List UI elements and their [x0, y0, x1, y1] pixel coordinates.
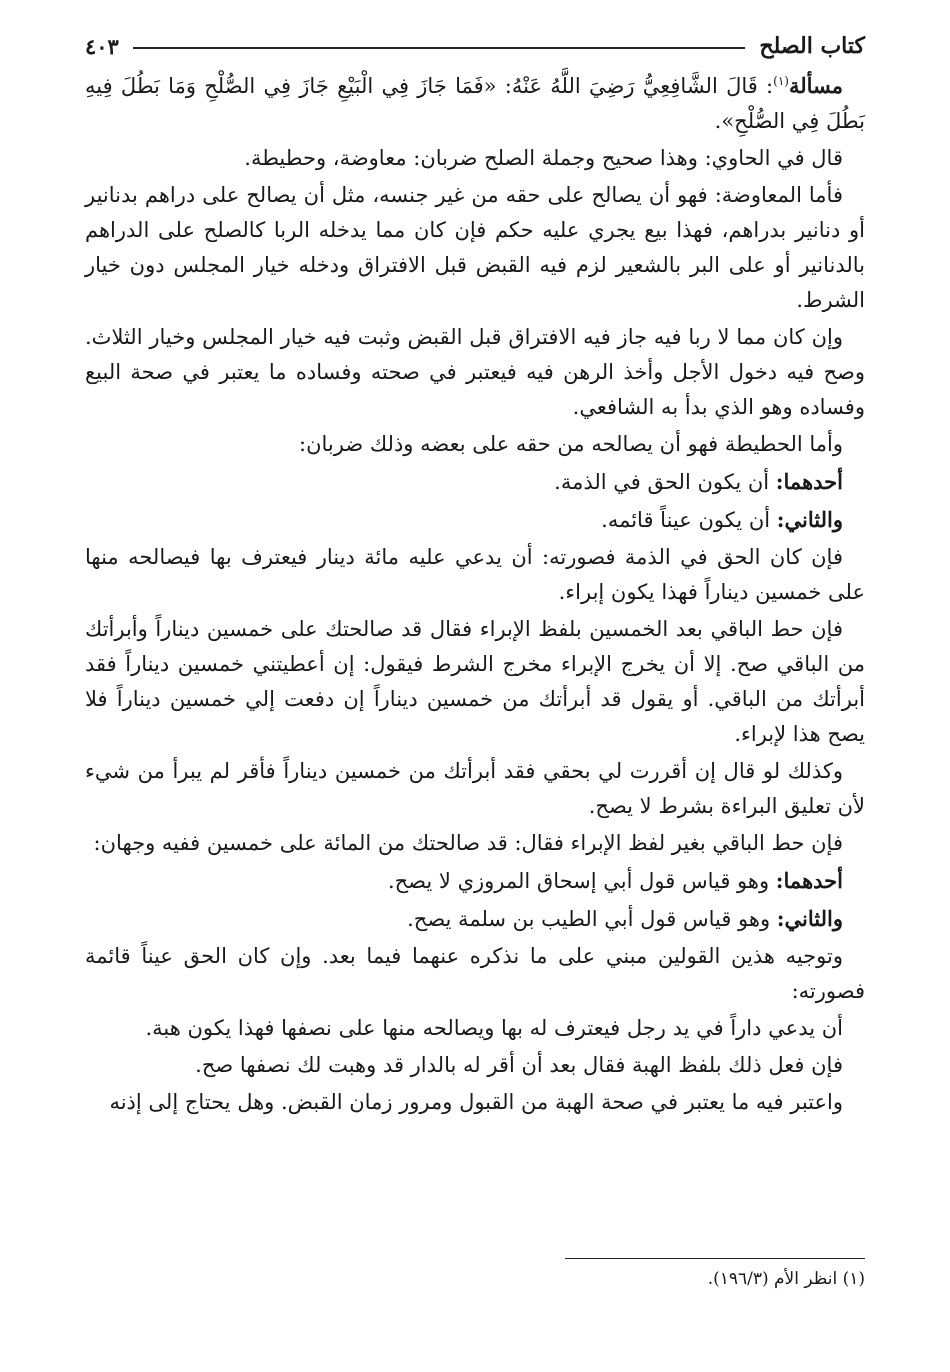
page	[85, 24, 865, 1122]
paragraph: وإن كان مما لا ربا فيه جاز فيه الافتراق قبل القبض وثبت فيه خيار المجلس وخيار الثلاث. وصح فيه دخول الأجل وأخذ الرهن فيه فيعتبر في صحته وفساده ما يعتبر في صحة البيع وفساده وهو الذي بدأ به الشافعي.	[85, 325, 865, 419]
paragraph-masala	[85, 68, 865, 139]
item-lead: أحدهما:	[775, 868, 843, 893]
paragraph-lead: مسألة	[788, 73, 843, 98]
paragraph-item	[85, 863, 865, 899]
footnotes	[85, 1258, 865, 1289]
item-text: وهو قياس قول أبي إسحاق المروزي لا يصح.	[387, 869, 776, 893]
item-lead: والثاني:	[776, 906, 843, 931]
footnote	[85, 1269, 865, 1289]
item-text: أن يكون الحق في الذمة.	[554, 470, 776, 494]
header-rule	[133, 47, 746, 49]
paragraph: وأما الحطيطة فهو أن يصالحه من حقه على بعضه وذلك ضربان:	[299, 432, 843, 456]
item-text: وهو قياس قول أبي الطيب بن سلمة يصح.	[407, 907, 777, 931]
paragraph: وكذلك لو قال إن أقررت لي بحقي فقد أبرأتك من خمسين ديناراً فأقر لم يبرأ من شيء لأن تعليق البراءة بشرط لا يصح.	[85, 759, 865, 818]
paragraph-item	[85, 502, 865, 538]
item-lead: أحدهما:	[775, 469, 843, 494]
paragraph-text: : قَالَ الشَّافِعِيُّ رَضِيَ اللَّهُ عَنْهُ: «فَمَا جَازَ فِي الْبَيْعِ جَازَ فِي الصُّلْحِ وَمَا بَطُلَ فِيهِ بَطُلَ فِي الصُّلْحِ».	[85, 74, 865, 133]
paragraph: فإن كان الحق في الذمة فصورته: أن يدعي عليه مائة دينار فيعترف بها فيصالحه منها على خمسين ديناراً فهذا يكون إبراء.	[85, 545, 865, 604]
page-number: ٤٠٣	[85, 33, 119, 59]
paragraph: فإن حط الباقي بعد الخمسين بلفظ الإبراء فقال قد صالحتك على خمسين ديناراً وأبرأتك من الباقي صح. إلا أن يخرج الإبراء مخرج الشرط فيقول: إن أعطيتني خمسين ديناراً فقد أبرأتك من الباقي. أو يقول قد أبرأتك من خمسين ديناراً إن دفعت إلي خمسين ديناراً فلا يصح هذا لإبراء.	[85, 617, 865, 746]
footnote-rule	[565, 1258, 865, 1259]
item-text: أن يكون عيناً قائمه.	[601, 508, 777, 532]
paragraph: قال في الحاوي: وهذا صحيح وجملة الصلح ضربان: معاوضة، وحطيطة.	[244, 146, 843, 170]
paragraph-item	[85, 464, 865, 500]
running-header	[85, 24, 865, 68]
paragraph: أن يدعي داراً في يد رجل فيعترف له بها ويصالحه منها على نصفها فهذا يكون هبة.	[145, 1016, 843, 1040]
paragraph: واعتبر فيه ما يعتبر في صحة الهبة من القبول ومرور زمان القبض. وهل يحتاج إلى إذنه	[109, 1090, 843, 1114]
footnote-marker: (١)	[842, 1269, 865, 1289]
main-text	[85, 68, 865, 1120]
paragraph: وتوجيه هذين القولين مبني على ما نذكره عنهما فيما بعد. وإن كان الحق عيناً قائمة فصورته:	[85, 944, 865, 1003]
paragraph: فأما المعاوضة: فهو أن يصالح على حقه من غير جنسه، مثل أن يصالح على دراهم بدنانير أو دنانير بدراهم، فهذا بيع يجري عليه حكم فإن كان مما يدخله الربا كالصلح على الدراهم بالدنانير أو على البر بالشعير لزم فيه القبض قبل الافتراق ودخله خيار المجلس دون خيار الشرط.	[85, 183, 865, 312]
item-lead: والثاني:	[776, 507, 843, 532]
footnote-text: انظر الأم (١٩٦/٣).	[707, 1269, 838, 1289]
footnote-reference: (١)	[773, 74, 789, 88]
paragraph: فإن فعل ذلك بلفظ الهبة فقال بعد أن أقر له بالدار قد وهبت لك نصفها صح.	[195, 1053, 843, 1077]
paragraph: فإن حط الباقي بغير لفظ الإبراء فقال: قد صالحتك من المائة على خمسين ففيه وجهان:	[93, 831, 843, 855]
chapter-title: كتاب الصلح	[759, 33, 865, 59]
paragraph-item	[85, 901, 865, 937]
